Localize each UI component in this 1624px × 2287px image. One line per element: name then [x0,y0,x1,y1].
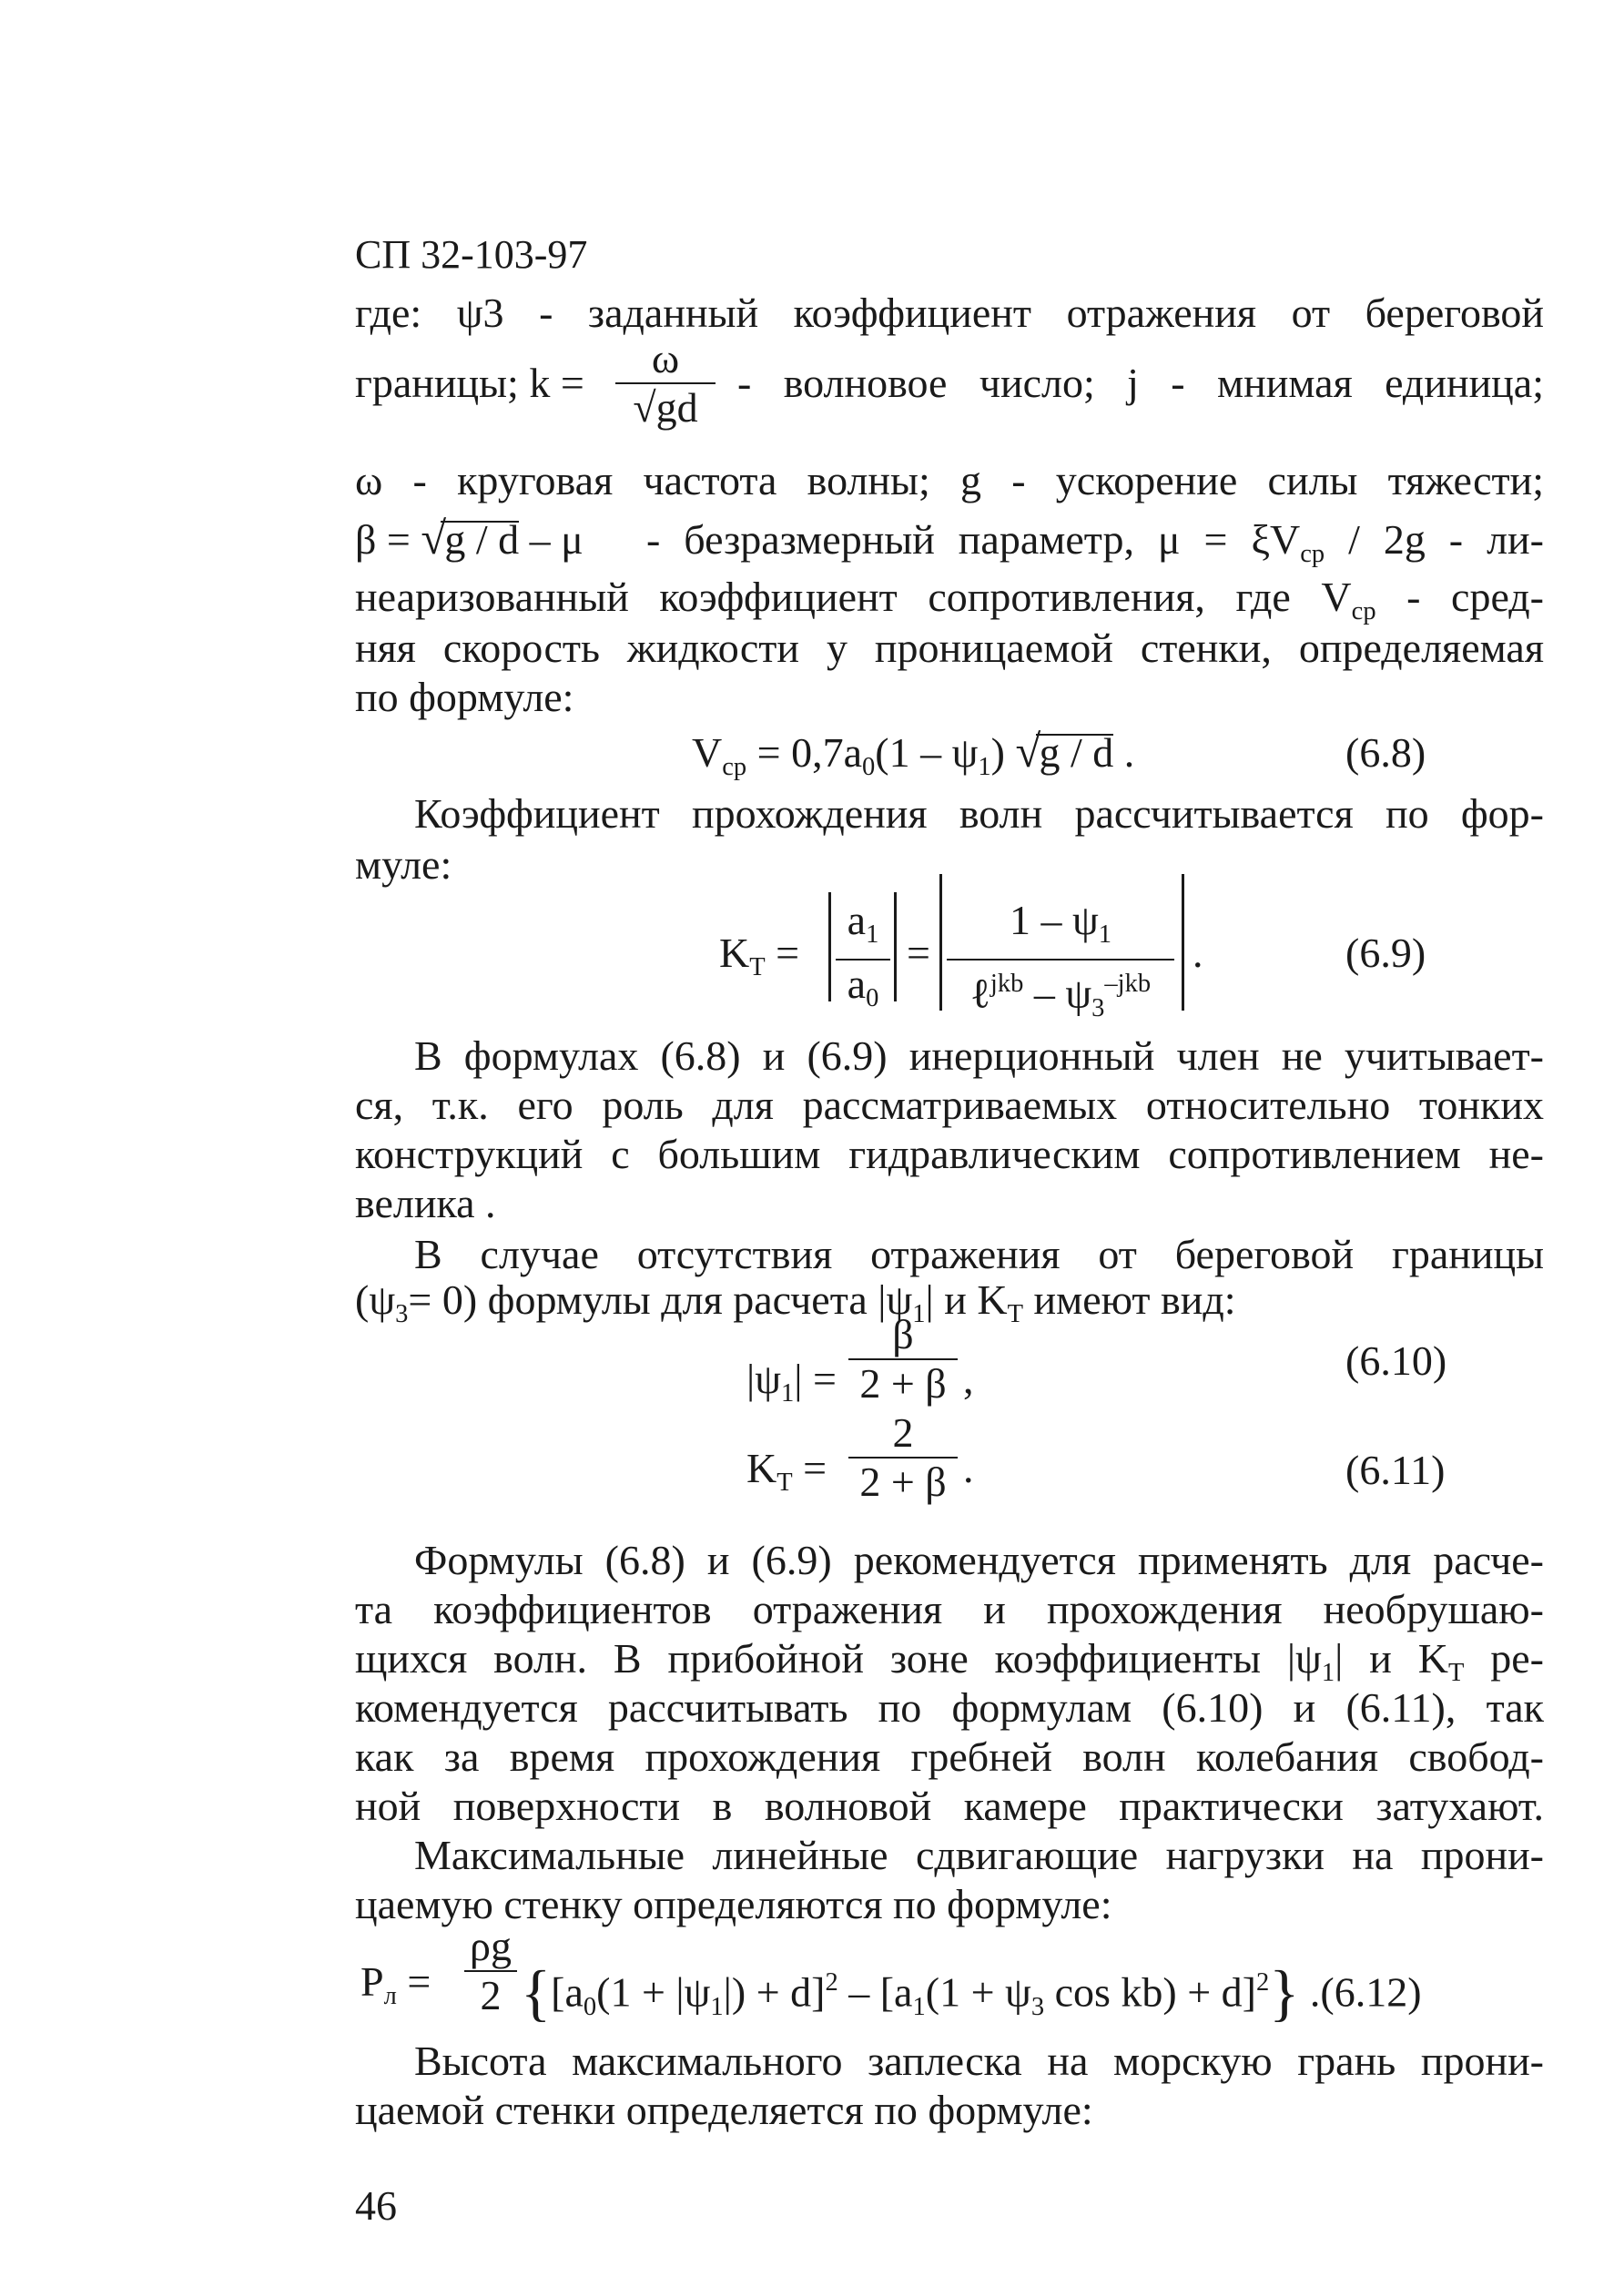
text-line-17: та коэффициентов отражения и прохождения необрушаю- [355,1586,1544,1632]
page-number: 46 [355,2182,397,2229]
formula-6-12-lhs: $P_л$ = [360,1958,431,2011]
text-line-20: как за время прохождения гребней волн колебания свобод- [355,1733,1544,1780]
text-line-25: цаемой стенки определяется по формуле: [355,2087,1093,2133]
text-line-24: Высота максимального заплеска на морскую грань прони- [414,2038,1544,2084]
text-line-12: конструкций с большим гидравлическим сопротивлением не- [355,1131,1544,1177]
text-line-3: ω - круговая частота волны; g - ускорение силы тяжести; [355,457,1544,503]
formula-6-12-fraction: $\frac{\rho g}{2}$ [464,1923,517,2019]
text-line-11: ся, т.к. его роль для рассматриваемых относительно тонких [355,1082,1544,1128]
text-line-2a: границы; k = [355,360,584,406]
document-header: СП 32-103-97 [355,232,588,277]
text-line-10: В формулах (6.8) и (6.9) инерционный член не учитывает- [414,1032,1544,1079]
formula-6-11-tail: . [963,1445,974,1491]
formula-6-10-lhs: $|\psi_1|$ = [746,1356,837,1408]
text-line-8: Коэффициент прохождения волн рассчитывается по фор- [414,790,1544,837]
text-line-14: В случае отсутствия отражения от береговой границы [414,1231,1544,1277]
equation-number-6-11: (6.11) [1345,1447,1446,1493]
text-line-15: $(\psi_3= 0)$ формулы для расчета $|\psi_1|$ и $K_T$ имеют вид: [355,1276,1236,1329]
formula-6-12-body: {$[a_0(1 + |\psi_1|) + d]^2 - [a_1(1 + \psi_3$ cos kb) + d]$^2$} .(6.12) [521,1958,1422,2028]
formula-6-9-lhs: $K_T$ = [719,930,800,982]
abs-bar-right-2 [1182,874,1184,1011]
text-line-6: няя скорость жидкости у проницаемой стенки, определяемая [355,625,1544,671]
abs-bar-left-2 [939,874,942,1011]
formula-6-11-lhs: $K_T$ = [746,1445,827,1498]
k-numerator: ω [615,335,716,384]
equation-number-6-9: (6.9) [1345,930,1426,976]
text-line-5: неаризованный коэффициент сопротивления, где $V_{cp}$ - сред- [355,574,1544,626]
formula-6-8: $V_{cp} = 0,7a_0(1 - \psi_1)$ √ g / d . [692,726,1135,782]
text-line-1: где: ψ3 - заданный коэффициент отражения от береговой [355,290,1544,336]
k-fraction [615,335,716,432]
formula-6-10-fraction: $\frac{\beta}{2 + \beta}$ [848,1311,958,1408]
text-line-4: - безразмерный параметр, $\mu = \xi V_{cp} / 2g - ли-$ [646,516,1544,569]
text-line-22: Максимальные линейные сдвигающие нагрузки на прони- [414,1832,1544,1878]
text-line-13: велика . [355,1180,496,1226]
equation-number-6-8: (6.8) [1345,729,1426,776]
text-line-9: муле: [355,841,452,888]
text-line-7: по формуле: [355,674,574,720]
formula-6-11-fraction: $\frac{2}{2 + \beta}$ [848,1409,958,1506]
beta-formula: β = √ g / d – μ [355,513,584,564]
equation-number-6-10: (6.10) [1345,1337,1447,1384]
formula-6-10-tail: , [963,1356,974,1402]
text-line-23: цаемую стенку определяются по формуле: [355,1881,1112,1927]
a-ratio-fraction: $\frac{a_1}{a_0}$ [836,897,890,1022]
text-line-18: щихся волн. В прибойной зоне коэффициенты $|\psi_1|$ и $K_T$ ре- [355,1635,1544,1688]
abs-bar-right-1 [894,892,897,1001]
k-denominator: √gd [633,384,698,431]
text-line-16: Формулы (6.8) и (6.9) рекомендуется применять для расче- [414,1537,1544,1583]
text-line-19: комендуется рассчитывать по формулам (6.10) и (6.11), так [355,1684,1544,1731]
text-line-21: ной поверхности в волновой камере практически затухают. [355,1783,1544,1829]
formula-6-9-tail: . [1193,930,1203,976]
text-line-2b: - волновое число; j - мнимая единица; [737,360,1544,406]
abs-bar-left-1 [828,892,831,1001]
formula-6-9-eq2: = [907,930,930,976]
psi-fraction: $1 - \psi_1$ ℓ$^{jkb}$ – $\psi_3^{-jkb}$ [947,897,1174,1032]
